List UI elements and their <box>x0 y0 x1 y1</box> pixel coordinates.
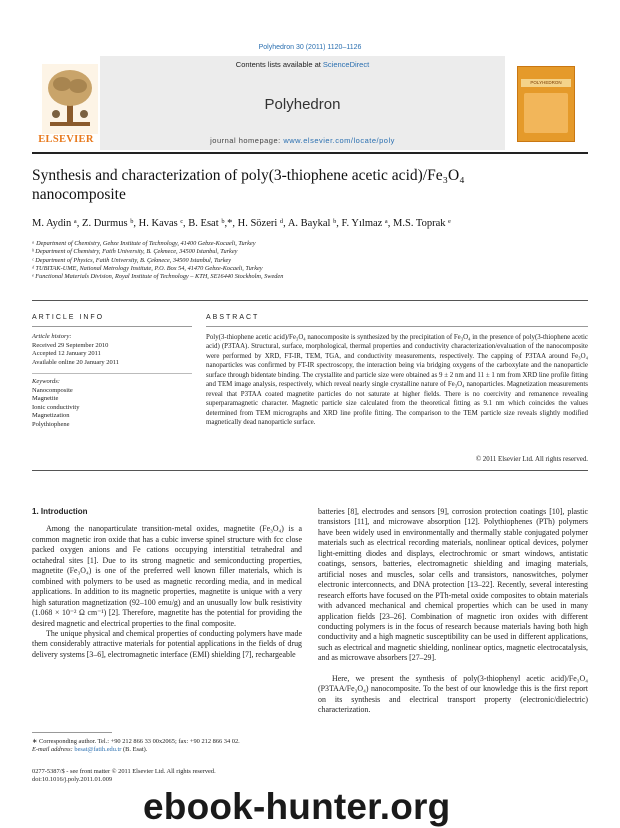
abstract-rule <box>206 326 588 327</box>
article-info-heading: ARTICLE INFO <box>32 314 105 321</box>
body-rule <box>32 470 588 471</box>
keywords-rule <box>32 373 192 374</box>
keyword-item: Magnetization <box>32 412 70 419</box>
sciencedirect-link[interactable]: ScienceDirect <box>322 60 370 69</box>
affiliation-item: ᵉ Functional Materials Division, Royal Institute of Technology – KTH, SE16440 Stockholm, Sweden <box>32 273 284 281</box>
contents-prefix: Contents lists available at <box>235 60 323 69</box>
body-paragraph: batteries [8], electrodes and sensors [9], corrosion protection coatings [10], plastic transistors [11], and microwave absorption [12]. Polythiophenes (PTh) polymers have been widely used in environmentally and thermally stable conjugated polymer materials such as electrical recording materials, nonlinear optical devices, polymer light-emitting diodes and displays, electrochromic or smart windows, antistatic coatings, sensors, batteries, electromagnetic shielding and imaging materials, artificial noses and muscles, solar cells and transistors, nanoswitches, polymer electronic interconnects, and DNA protection [13–22]. Recently, several interesting research efforts have focused on the PTh-metal oxide composites to obtain materials with advanced mechanical and chemical properties which can be used in many application fields [23–26]. Combination of magnetic iron oxides with different conducting polymers is in the focus of research because materials having both high conductivity and a high magnetic susceptibility can be used in different applications, such as electrical and magnetic shielding, nonlinear optics, magnetic electrocatalysis, and as microwave absorbers [27–29]. <box>318 507 588 663</box>
section-rule <box>32 300 588 301</box>
history-item: Available online 20 January 2011 <box>32 358 120 366</box>
abstract-text: Poly(3-thiophene acetic acid)/Fe₃O₄ nanocomposite is synthesized by the precipitation of Fe₃O₄ in the presence of poly(3-thiophene acetic acid) (P3TAA). Structural, surface, morphological, thermal properties and conductivity characterization/evaluation of the nanocomposite were performed by XRD, FT-IR, TEM, TGA, and conductivity measurements, respectively. The capping of P3TAA around Fe₃O₄ nanoparticles was confirmed by FT-IR spectroscopy, the interaction being via bridging oxygens of the carboxylate and the nanoparticle surface through bidentate binding. The crystallite and particle size were obtained as 9 ± 2 nm and 11 ± 1 nm from XRD line profile fitting and TEM image analysis, respectively, which reveal nearly single crystalline nature of Fe₃O₄ nanoparticles. Magnetization measurements reveal that P3TAA coated magnetite particles do not saturate at higher fields. There is no coercivity and remanence revealing superparamagnetic character. Magnetic particle size calculated from the theoretical fitting as 9.1 nm which coincides the values determined from TEM micrographs and XRD line profile fitting. The comparison to the TEM particle size reveals slightly modified magnetically dead nanoparticle surface. <box>206 334 588 427</box>
cover-art <box>524 93 568 133</box>
keyword-item: Nanocomposite <box>32 386 73 394</box>
journal-homepage-line <box>100 136 505 145</box>
header-rule <box>32 152 588 154</box>
history-item: Accepted 12 January 2011 <box>32 350 101 357</box>
article-history <box>32 333 192 367</box>
keyword-item: Polythiophene <box>32 420 70 428</box>
affiliation-item: ᶜ Department of Physics, Fatih University, B. Çekmece, 34500 Istanbul, Turkey <box>32 256 232 264</box>
cover-title: POLYHEDRON <box>521 79 571 87</box>
journal-cover-thumbnail[interactable] <box>517 66 575 142</box>
email-line <box>32 746 312 754</box>
corresponding-author-note: ∗ Corresponding author. Tel.: +90 212 866 33 00x2065; fax: +90 212 866 34 02. <box>32 738 240 745</box>
footnote-rule <box>32 732 112 733</box>
homepage-prefix: journal homepage: <box>210 136 284 145</box>
issn-line: 0277-5387/$ - see front matter © 2011 Elsevier Ltd. All rights reserved. <box>32 768 216 775</box>
keyword-item: Magnetite <box>32 395 59 402</box>
article-info-rule <box>32 326 192 327</box>
keywords-label: Keywords: <box>32 378 60 385</box>
watermark-text: ebook-hunter.org <box>143 786 451 827</box>
affiliation-item: ᵃ Department of Chemistry, Gebze Institute of Technology, 41400 Gebze-Kocaeli, Turkey <box>32 240 256 247</box>
title-line-2: nanocomposite <box>32 186 126 203</box>
author-list: M. Aydin ᵃ, Z. Durmus ᵇ, H. Kavas ᶜ, B. Esat ᵇ,*, H. Sözeri ᵈ, A. Baykal ᵇ, F. Yılmaz ᵃ, M.S. Toprak ᵉ <box>32 218 451 229</box>
elsevier-wordmark: ELSEVIER <box>38 134 94 145</box>
footnotes <box>32 738 312 755</box>
affiliation-item: ᵇ Department of Chemistry, Fatih University, B. Çekmece, 34500 Istanbul, Turkey <box>32 248 238 256</box>
title-line-1: Synthesis and characterization of poly(3-thiophene acetic acid)/Fe₃O₄ <box>32 167 465 184</box>
journal-citation[interactable]: Polyhedron 30 (2011) 1120–1126 <box>258 44 362 51</box>
contents-line <box>100 60 505 69</box>
body-column-left <box>32 507 302 660</box>
abstract-copyright: © 2011 Elsevier Ltd. All rights reserved. <box>475 456 588 463</box>
email-suffix: (B. Esat). <box>121 746 148 754</box>
email-link[interactable]: besat@fatih.edu.tr <box>74 746 122 754</box>
body-column-right <box>318 507 588 716</box>
body-paragraph: The unique physical and chemical properties of conducting polymers have made them considerably attractive materials for potential applications in the fields of drug delivery systems [3–6], electromagnetic interface (EMI) shielding [7], rechargeable <box>32 628 302 659</box>
section-heading-introduction: 1. Introduction <box>32 507 88 516</box>
email-label: E-mail address: <box>32 746 75 754</box>
affiliation-item: ᵈ TUBITAK-UME, National Metrology Institute, P.O. Box 54, 41470 Gebze-Kocaeli, Turkey <box>32 264 263 272</box>
abstract-heading: ABSTRACT <box>206 314 260 321</box>
keyword-item: Ionic conductivity <box>32 403 80 411</box>
history-label: Article history: <box>32 333 72 340</box>
article-title <box>32 166 592 204</box>
doi-link[interactable]: doi:10.1016/j.poly.2011.01.009 <box>32 776 113 784</box>
doi-block <box>32 768 312 785</box>
keywords-block <box>32 378 192 429</box>
history-item: Received 29 September 2010 <box>32 341 109 349</box>
homepage-link[interactable]: www.elsevier.com/locate/poly <box>283 136 395 145</box>
elsevier-tree-logo-icon <box>42 64 98 134</box>
body-paragraph: Among the nanoparticulate transition-metal oxides, magnetite (Fe₃O₄) is a common magnetic iron oxide that has a cubic inverse spinel structure with fcc close packed oxygen anions and Fe cations occupying interstitial tetrahedral and octahedral sites [1]. Due to its strong magnetic and semiconducting properties, magnetite (Fe₃O₄) is one of the preferred well known filler materials, which is combined with polymers to be used as magnetic recording media, and in medical applications. In addition to its magnetic properties, magnetite is unique with a very high saturation magnetization (92–100 emu/g) and an unusually low bulk resistivity (1.068 × 10⁻² Ω cm⁻¹) [2]. Therefore, magnetite has the potential for providing the desired magnetic and electrical properties to the final composite. <box>32 524 302 628</box>
affiliations <box>32 240 592 281</box>
body-paragraph: Here, we present the synthesis of poly(3-thiophenyl acetic acid)/Fe₃O₄ (P3TAA/Fe₃O₄) nanocomposite. To the best of our knowledge this is the first report on its synthesis and electrical transport property (electronic/dielectric) characterization. <box>318 673 588 715</box>
journal-name: Polyhedron <box>264 96 341 113</box>
